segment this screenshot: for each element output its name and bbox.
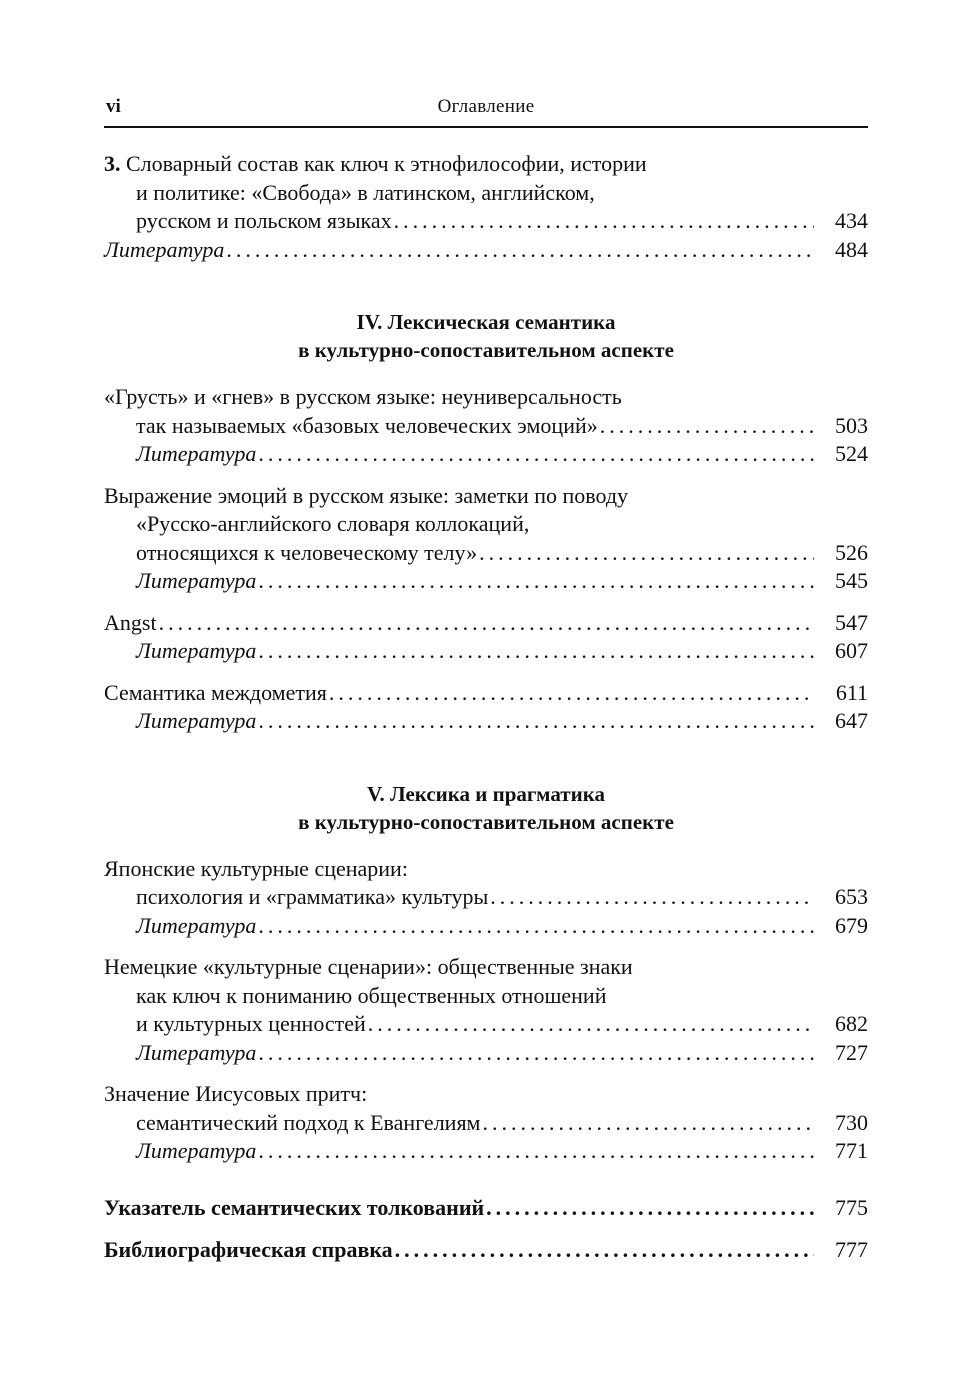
entry-title-line: Выражение эмоций в русском языке: заметки по поводу <box>104 482 629 508</box>
entry-page: 730 <box>835 1109 868 1135</box>
entry-title-line: русском и польском языках <box>136 208 392 233</box>
toc-entry-line <box>104 1080 868 1109</box>
toc-entry-svoboda <box>104 150 868 264</box>
leader-dots <box>368 1010 814 1039</box>
entry-title-line: и политике: «Свобода» в латинском, английском, <box>136 179 595 205</box>
section-title-line: V. Лексика и прагматика <box>366 781 605 806</box>
toc-literature-line[interactable] <box>104 707 868 736</box>
literature-label: Литература <box>136 1138 257 1163</box>
toc-entry-bibliografiya[interactable] <box>104 1236 868 1265</box>
toc-literature-line[interactable] <box>104 637 868 666</box>
leader-dots <box>159 609 814 638</box>
literature-label: Литература <box>136 568 257 593</box>
literature-label: Литература <box>136 912 257 938</box>
toc-entry-line[interactable] <box>104 679 868 708</box>
leader-dots <box>258 707 814 736</box>
toc-entry-grust-gnev <box>104 383 868 469</box>
toc-entry-semantika-mezhdometiya <box>104 679 868 736</box>
entry-title-line: «Грусть» и «гнев» в русском языке: неуниверсальность <box>104 384 622 409</box>
toc-entry-line <box>104 855 868 884</box>
table-of-contents <box>104 150 868 1265</box>
toc-entry-line <box>104 982 868 1011</box>
leader-dots <box>394 207 814 236</box>
entry-title-line: Японские культурные сценарии: <box>104 855 408 881</box>
section-title-line: в культурно-сопоставительном аспекте <box>298 809 674 834</box>
entry-page: 611 <box>835 679 868 705</box>
section-heading-v <box>104 780 868 836</box>
literature-label: Литература <box>136 441 257 466</box>
literature-label: Литература <box>136 708 257 733</box>
entry-title-line: Словарный состав как ключ к этнофилософии, истории <box>126 151 647 176</box>
entry-title-line: Библиографическая справка <box>104 1237 393 1262</box>
entry-title-line: психология и «грамматика» культуры <box>136 884 489 909</box>
entry-title-line: Семантика междометия <box>104 679 327 705</box>
leader-dots <box>600 412 814 441</box>
entry-page: 775 <box>835 1194 868 1220</box>
literature-page: 607 <box>835 638 868 663</box>
entry-page: 682 <box>835 1011 868 1036</box>
literature-page: 484 <box>835 236 868 262</box>
toc-entry-line[interactable] <box>104 1109 868 1138</box>
literature-page: 679 <box>835 912 868 938</box>
leader-dots <box>479 539 814 568</box>
toc-entry-vyrazhenie-emotsiy <box>104 482 868 596</box>
toc-entry-iisusovy-pritchi <box>104 1080 868 1166</box>
literature-label: Литература <box>136 1039 257 1065</box>
literature-page: 545 <box>835 568 868 593</box>
entry-title-line: «Русско-английского словаря коллокаций, <box>136 511 530 536</box>
toc-literature-line[interactable] <box>104 1039 868 1068</box>
entry-page: 653 <box>835 884 868 909</box>
toc-entry-line <box>104 383 868 412</box>
leader-dots <box>490 883 814 912</box>
entry-title-line: как ключ к пониманию общественных отношений <box>136 982 607 1008</box>
toc-entry-line <box>104 953 868 982</box>
literature-label: Литература <box>104 236 225 262</box>
entry-title-line: Angst <box>104 609 157 635</box>
entry-title-line: Значение Иисусовых притч: <box>104 1081 368 1106</box>
toc-entry-yaponskie-stsenarii <box>104 855 868 941</box>
section-heading-iv <box>104 308 868 364</box>
toc-entry-line[interactable] <box>104 539 868 568</box>
entry-title-line: так называемых «базовых человеческих эмоций» <box>136 412 598 438</box>
entry-page: 503 <box>835 412 868 438</box>
toc-entry-line <box>104 179 868 208</box>
entry-page: 547 <box>835 609 868 635</box>
page-header <box>104 92 868 128</box>
entry-title-line: Немецкие «культурные сценарии»: общественные знаки <box>104 954 633 979</box>
toc-entry-line <box>104 150 868 179</box>
toc-literature-line[interactable] <box>104 912 868 941</box>
toc-entry-line[interactable] <box>104 609 868 638</box>
leader-dots <box>258 1039 814 1068</box>
toc-entry-line[interactable] <box>104 207 868 236</box>
entry-title-line: Указатель семантических толкований <box>104 1194 485 1220</box>
leader-dots <box>486 1194 814 1223</box>
leader-dots <box>482 1109 814 1138</box>
leader-dots <box>258 567 814 596</box>
toc-entry-line <box>104 510 868 539</box>
section-title-line: IV. Лексическая семантика <box>356 310 616 334</box>
toc-literature-line[interactable] <box>104 440 868 469</box>
leader-dots <box>258 440 814 469</box>
entry-title-line: относящихся к человеческому телу» <box>136 539 478 565</box>
leader-dots <box>329 679 814 708</box>
literature-page: 771 <box>835 1138 868 1163</box>
toc-literature-line[interactable] <box>104 567 868 596</box>
toc-entry-line <box>104 482 868 511</box>
entry-page: 434 <box>835 208 868 233</box>
leader-dots <box>258 912 814 941</box>
toc-entry-line[interactable] <box>104 883 868 912</box>
entry-page: 777 <box>835 1237 868 1262</box>
literature-page: 647 <box>835 708 868 733</box>
entry-title-line: и культурных ценностей <box>136 1011 366 1036</box>
entry-page: 526 <box>835 539 868 565</box>
toc-entry-line[interactable] <box>104 412 868 441</box>
running-title: Оглавление <box>437 96 535 117</box>
toc-literature-line[interactable] <box>104 236 868 265</box>
section-title-line: в культурно-сопоставительном аспекте <box>298 338 674 362</box>
leader-dots <box>226 236 814 265</box>
entry-title-line: семантический подход к Евангелиям <box>136 1109 481 1135</box>
toc-entry-line[interactable] <box>104 1010 868 1039</box>
literature-page: 524 <box>835 441 868 466</box>
literature-page: 727 <box>835 1039 868 1065</box>
leader-dots <box>258 637 814 666</box>
toc-literature-line[interactable] <box>104 1137 868 1166</box>
page-number: vi <box>106 96 121 117</box>
leader-dots <box>395 1236 814 1265</box>
toc-entry-nemetskie-stsenarii <box>104 953 868 1067</box>
toc-entry-ukazatel[interactable] <box>104 1194 868 1223</box>
literature-label: Литература <box>136 638 257 663</box>
toc-entry-angst <box>104 609 868 666</box>
entry-number: 3. <box>104 151 121 176</box>
leader-dots <box>258 1137 814 1166</box>
